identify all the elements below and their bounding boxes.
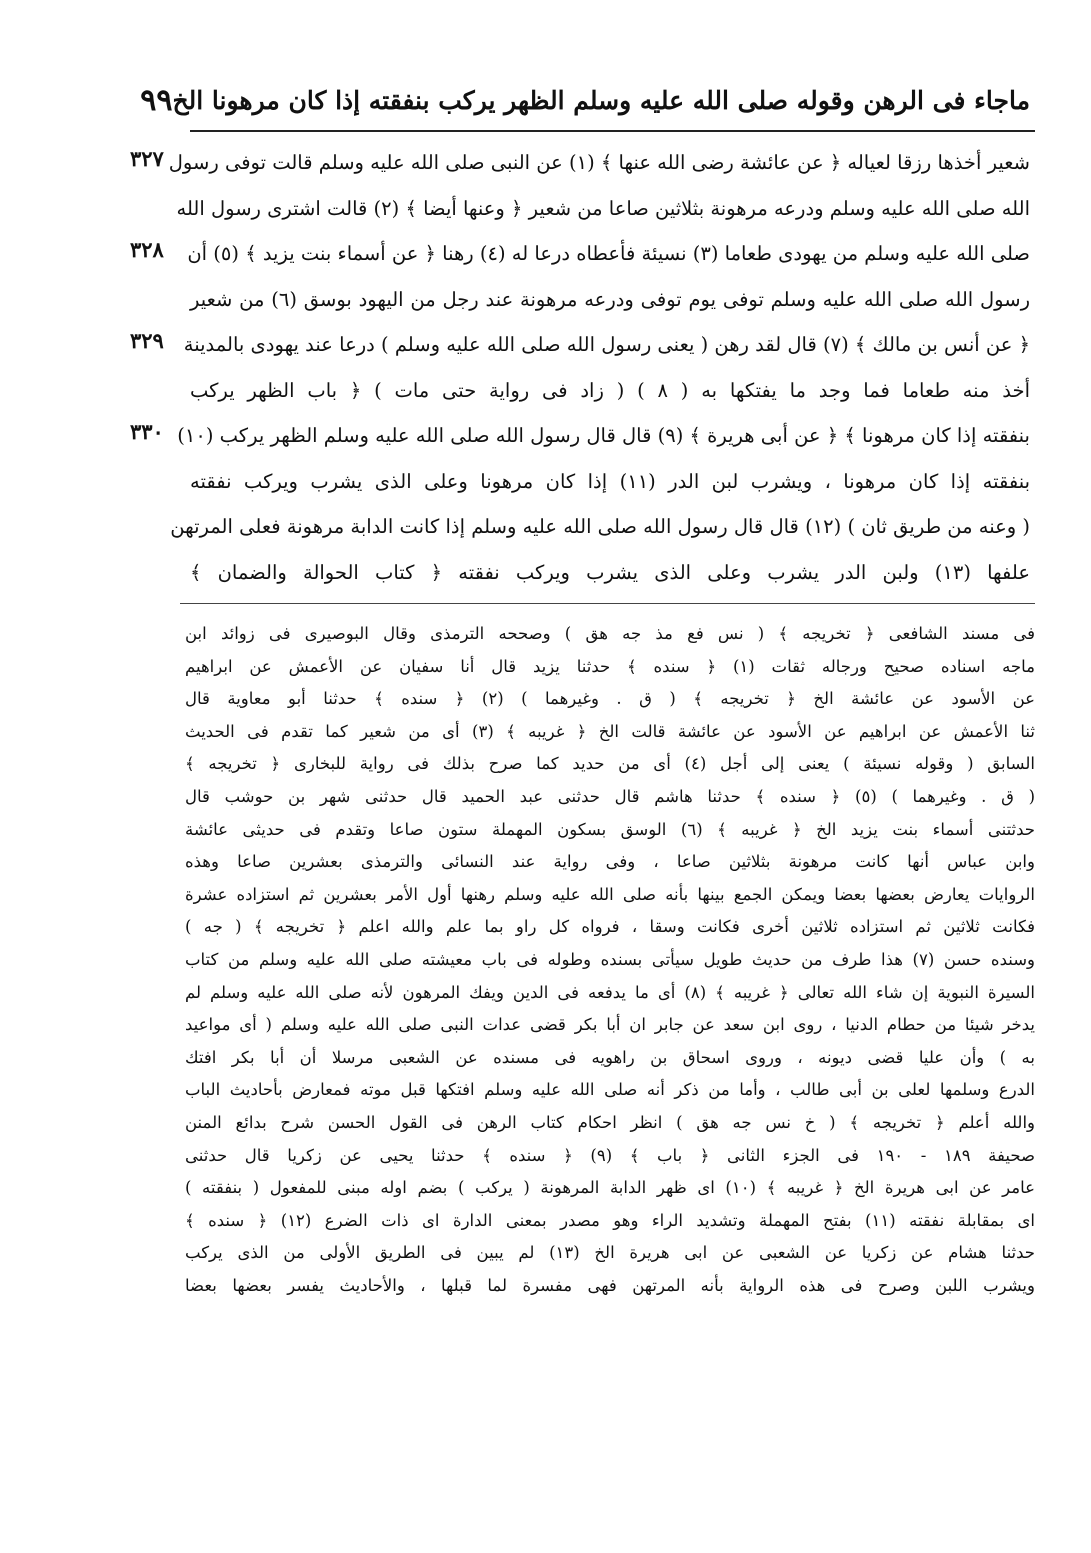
main-text-line: ﴿ عن أنس بن مالك ﴾ (٧) قال لقد رهن ( يعنى رسول الله صلى الله عليه وسلم ) درعا عند يهودى بالمدينة xyxy=(183,333,1030,356)
footnote-line: فكانت ثلاثين ثم استزاده ثلاثين أخرى فكانت وسقا ، فرواه كل راو بما علم والله اعلم ﴿ تخريجه ﴾ ( جه ) xyxy=(185,917,1035,937)
footnote-line: عامر عن ابى هريرة الخ ﴿ غريبه ﴾ (١٠) اى ظهر الدابة المرهونة ( يركب ) بضم اوله مبنى للمفعول ( بنفقته ) xyxy=(185,1178,1035,1198)
footnote-line: وابن عباس أنها كانت مرهونة بثلاثين صاعا ، وفى رواية عند النسائى والترمذى بعشرين صاعا وهذه xyxy=(185,852,1035,872)
main-text xyxy=(168,140,1031,595)
footnote-line: حدثنا هشام عن زكريا عن الشعبى عن ابى هريرة الخ (١٣) لم يبين فى الطريق الأولى من الذى يركب xyxy=(185,1243,1035,1263)
footnote-line: ثنا الأعمش عن ابراهيم عن الأسود عن عائشة قالت الخ ﴿ غريبه ﴾ (٣) أى من شعير كما تقدم فى الحديث xyxy=(185,721,1035,741)
footnote-line: الروايات يعارض بعضها بعضا ويمكن الجمع بينها بأنه صلى الله عليه وسلم رهنها أول الأمر بعشرين ثم استزاده عشرة xyxy=(185,884,1035,904)
main-text-line: ( وعنه من طريق ثان ) (١٢) قال قال رسول الله صلى الله عليه وسلم إذا كانت الدابة مرهونة فعلى المرتهن xyxy=(170,515,1030,538)
footnote-line: يدخر شيئا من حطام الدنيا ، روى ابن سعد عن جابر ان أبا بكر قضى عدات النبى صلى الله عليه وسلم ( أى مواعيد xyxy=(185,1015,1035,1035)
footnote-line: به ) وأن عليا قضى ديونه ، وروى اسحاق بن راهويه فى مسنده عن الشعبى مرسلا أن أبا بكر افتك xyxy=(185,1047,1035,1067)
page-number: ٩٩ xyxy=(140,82,173,118)
main-text-line: الله صلى الله عليه وسلم ودرعه مرهونة بثلاثين صاعا من شعير ﴿ وعنها أيضا ﴾ (٢) قالت اشترى رسول الله xyxy=(176,196,1030,220)
hadith-number-330: ٣٣٠ xyxy=(130,419,164,444)
hadith-number-329: ٣٢٩ xyxy=(130,328,164,353)
footnote-line: ( ق . وغيرهما ) (٥) ﴿ سنده ﴾ حدثنا هاشم قال حدثنى عبد الحميد قال حدثنى شهر بن حوشب قال xyxy=(185,786,1036,806)
header-title: ماجاء فى الرهن وقوله صلى الله عليه وسلم الظهر يركب بنفقته إذا كان مرهونا الخ xyxy=(172,85,1030,115)
footnote-line: الدرع وسلمها لعلى بن أبى طالب ، وأما من ذكر أنه صلى الله عليه وسلم افتكها قبل موته فمعارض بأحاديث الباب xyxy=(185,1080,1035,1100)
footnotes xyxy=(185,618,1035,1302)
footnote-line: السابق ( وقوله نسيئة ) يعنى إلى أجل (٤) أى من حديد كما صرح بذلك فى رواية للبخارى ﴿ تخريجه ﴾ xyxy=(185,754,1035,774)
main-text-line: بنفقته إذا كان مرهونا ، ويشرب لبن الدر (١١) إذا كان مرهونا وعلى الذى يشرب ويركب نفقته xyxy=(190,469,1031,493)
hadith-number-327: ٣٢٧ xyxy=(130,146,164,171)
hadith-number-328: ٣٢٨ xyxy=(130,237,164,262)
main-text-line: بنفقته إذا كان مرهونا ﴾ ﴿ عن أبى هريرة ﴾ (٩) قال قال رسول الله صلى الله عليه وسلم الظهر يركب (١٠) xyxy=(177,424,1030,447)
footnote-line: والله أعلم ﴿ تخريجه ﴾ ( خ نس جه هق ) انظر احكام كتاب الرهن فى القول الحسن شرح بدائع المنن xyxy=(185,1112,1035,1132)
footnote-line: اى بمقابلة نفقته (١١) بفتح المهملة وتشديد الراء وهو مصدر بمعنى الدارة اى ذات الضرع (١٢) ﴿ سنده ﴾ xyxy=(185,1210,1035,1230)
main-text-line: علفها (١٣) ولبن الدر يشرب وعلى الذى يشرب ويركب نفقته ﴿ كتاب الحوالة والضمان ﴾ xyxy=(190,560,1030,584)
footnote-line: عن الأسود عن عائشة الخ ﴿ تخريجه ﴾ ( ق . وغيرهما ) (٢) ﴿ سنده ﴾ حدثنا أبو معاوية قال xyxy=(185,689,1035,709)
header-rule xyxy=(190,130,1035,132)
footnote-line: فى مسند الشافعى ﴿ تخريجه ﴾ ( نس فع مذ جه هق ) وصححه الترمذى وقال البوصيرى فى زوائد ابن xyxy=(185,624,1035,643)
footnote-line: ماجه اسناده صحيح ورجاله ثقات (١) ﴿ سنده ﴾ حدثنا يزيد قال أنا سفيان عن الأعمش عن ابراهيم xyxy=(185,656,1035,676)
footnote-line: وسنده حسن (٧) هذا طرف من حديث طويل سيأتى بسنده وطوله فى باب معيشته صلى الله عليه وسلم من كتاب xyxy=(185,949,1036,969)
footnote-line: حدثتنى أسماء بنت يزيد الخ ﴿ غريبه ﴾ (٦) الوسق بسكون المهملة ستون صاعا وتقدم فى حديثى عائشة xyxy=(185,819,1036,839)
main-text-line: رسول الله صلى الله عليه وسلم توفى يوم توفى ودرعه مرهونة عند رجل من اليهود بوسق (٦) من شعير xyxy=(190,287,1031,311)
footnote-line: ويشرب اللبن وصرح فى هذه الرواية بأنه المرتهن فهى مفسرة لما قبلها ، والأحاديث يفسر بعضها بعضا xyxy=(185,1275,1035,1295)
footnote-divider xyxy=(180,603,1035,604)
running-header xyxy=(140,70,1030,130)
main-text-line: صلى الله عليه وسلم من يهودى طعاما (٣) نسيئة فأعطاه درعا له (٤) رهنا ﴿ عن أسماء بنت يزيد ﴾ (٥) أن xyxy=(187,242,1030,265)
main-text-line: شعير أخذها رزقا لعياله ﴿ عن عائشة رضى الله عنها ﴾ (١) عن النبى صلى الله عليه وسلم قالت توفى رسول xyxy=(168,151,1030,174)
footnote-line: السيرة النبوية إن شاء الله تعالى ﴿ غريبه ﴾ (٨) أى ما يدفعه فى الدين ويفك المرهون لأنه صلى الله عليه وسلم لم xyxy=(185,982,1035,1002)
footnote-line: صحيفة ١٨٩ - ١٩٠ فى الجزء الثانى ﴿ باب ﴾ (٩) ﴿ سنده ﴾ حدثنا يحيى عن زكريا قال حدثنى xyxy=(185,1145,1036,1165)
main-text-line: أخذ منه طعاما فما وجد ما يفتكها به ( ٨ ) ( زاد فى رواية حتى مات ) ﴿ باب الظهر يركب xyxy=(190,378,1030,402)
